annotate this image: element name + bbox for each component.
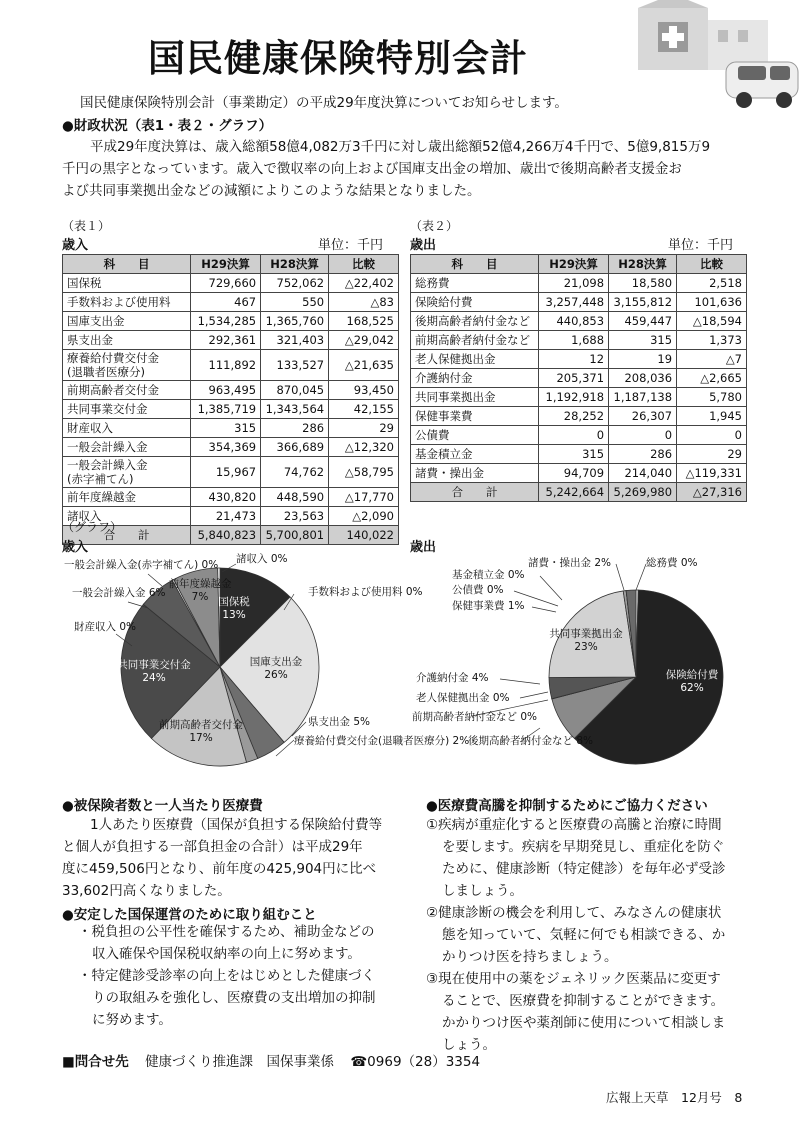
row-label: 後期高齢者納付金など bbox=[411, 312, 539, 331]
revenue-chart-title: 歳入 bbox=[62, 540, 89, 555]
table-row bbox=[411, 293, 747, 312]
table1-caption: （表１） bbox=[62, 219, 111, 233]
cell-value: 93,450 bbox=[329, 381, 399, 400]
table2-caption: （表２） bbox=[410, 219, 459, 233]
row-label: 手数料および使用料 bbox=[63, 293, 191, 312]
table-row bbox=[411, 274, 747, 293]
row-label: 国保税 bbox=[63, 274, 191, 293]
row-label: 療養給付費交付金 (退職者医療分) bbox=[63, 350, 191, 381]
cell-value: 0 bbox=[677, 426, 747, 445]
row-label: 保健事業費 bbox=[411, 407, 539, 426]
table-row bbox=[411, 445, 747, 464]
revenue-table bbox=[62, 254, 399, 545]
cell-value: 430,820 bbox=[191, 488, 261, 507]
cell-value: 42,155 bbox=[329, 400, 399, 419]
cell-value: 366,689 bbox=[261, 438, 329, 457]
insured-paragraph: 1人あたり医療費（国保が負担する保険給付費等 と個人が負担する一部負担金の合計）は平成29年 度に459,506円となり、前年度の425,904円に比べ 33,602円高くなりました。 bbox=[62, 817, 383, 899]
row-label: 前期高齢者交付金 bbox=[63, 381, 191, 400]
cell-value: 208,036 bbox=[609, 369, 677, 388]
column-header: H28決算 bbox=[609, 255, 677, 274]
slice-label: 総務費 0% bbox=[646, 557, 698, 569]
table-row bbox=[411, 331, 747, 350]
table2-title: 歳出 bbox=[410, 238, 437, 253]
table-row bbox=[411, 464, 747, 483]
table-row bbox=[63, 350, 399, 381]
cell-value: 550 bbox=[261, 293, 329, 312]
table-row bbox=[411, 369, 747, 388]
cell-value: 29 bbox=[677, 445, 747, 464]
cell-value: 18,580 bbox=[609, 274, 677, 293]
table-row bbox=[411, 350, 747, 369]
cell-value: 292,361 bbox=[191, 331, 261, 350]
cell-value: △119,331 bbox=[677, 464, 747, 483]
total-row bbox=[411, 483, 747, 502]
leader-line bbox=[616, 564, 624, 590]
slice-label: 手数料および使用料 0% bbox=[308, 586, 423, 598]
slice-label: 諸費・操出金 2% bbox=[528, 557, 611, 569]
row-label: 合 計 bbox=[63, 526, 191, 545]
table-row bbox=[63, 331, 399, 350]
cell-value: 21,473 bbox=[191, 507, 261, 526]
cell-value: △21,635 bbox=[329, 350, 399, 381]
cell-value: 3,257,448 bbox=[539, 293, 609, 312]
cell-value: 321,403 bbox=[261, 331, 329, 350]
contact-label: ■問合せ先 bbox=[62, 1054, 129, 1070]
cell-value: 1,343,564 bbox=[261, 400, 329, 419]
table-row bbox=[63, 312, 399, 331]
cell-value: 440,853 bbox=[539, 312, 609, 331]
cell-value: 5,840,823 bbox=[191, 526, 261, 545]
slice-label: 前年度繰越金 7% bbox=[168, 578, 232, 603]
contact-dept: 健康づくり推進課 国保事業係 bbox=[145, 1054, 335, 1070]
cell-value: 3,155,812 bbox=[609, 293, 677, 312]
slice-label: 国庫支出金 26% bbox=[249, 656, 303, 681]
cell-value: 19 bbox=[609, 350, 677, 369]
cell-value: 448,590 bbox=[261, 488, 329, 507]
cell-value: 315 bbox=[609, 331, 677, 350]
cell-value: 5,242,664 bbox=[539, 483, 609, 502]
table1-title: 歳入 bbox=[62, 238, 89, 253]
intro-text: 国民健康保険特別会計（事業勘定）の平成29年度決算についてお知らせします。 bbox=[80, 95, 568, 111]
column-header: H28決算 bbox=[261, 255, 329, 274]
row-label: 県支出金 bbox=[63, 331, 191, 350]
cell-value: 205,371 bbox=[539, 369, 609, 388]
cell-value: 315 bbox=[539, 445, 609, 464]
cell-value: △29,042 bbox=[329, 331, 399, 350]
hospital-illustration bbox=[618, 0, 800, 130]
cell-value: △12,320 bbox=[329, 438, 399, 457]
table-row bbox=[63, 419, 399, 438]
column-header: 科 目 bbox=[411, 255, 539, 274]
slice-label: 財産収入 0% bbox=[74, 621, 136, 633]
slice-label: 諸収入 0% bbox=[236, 553, 288, 565]
slice-label: 基金積立金 0% bbox=[452, 569, 525, 581]
slice-label: 保険給付費 62% bbox=[665, 669, 719, 694]
cell-value: 94,709 bbox=[539, 464, 609, 483]
cell-value: 140,022 bbox=[329, 526, 399, 545]
slice-label: 介護納付金 4% bbox=[416, 672, 489, 684]
column-header: 比較 bbox=[329, 255, 399, 274]
cell-value: 963,495 bbox=[191, 381, 261, 400]
expenditure-pie-chart bbox=[410, 550, 755, 780]
cell-value: △17,770 bbox=[329, 488, 399, 507]
cell-value: 0 bbox=[539, 426, 609, 445]
table-row bbox=[63, 274, 399, 293]
row-label: 公債費 bbox=[411, 426, 539, 445]
row-label: 共同事業拠出金 bbox=[411, 388, 539, 407]
page-footer: 広報上天草 12月号 8 bbox=[606, 1090, 743, 1105]
slice-label: 一般会計繰入金(赤字補てん) 0% bbox=[64, 559, 219, 571]
cell-value: △7 bbox=[677, 350, 747, 369]
row-label: 合 計 bbox=[411, 483, 539, 502]
stable-heading: ●安定した国保運営のために取り組むこと bbox=[62, 907, 317, 923]
cell-value: 133,527 bbox=[261, 350, 329, 381]
cell-value: 354,369 bbox=[191, 438, 261, 457]
table-row bbox=[411, 312, 747, 331]
cell-value: 752,062 bbox=[261, 274, 329, 293]
row-label: 保険給付費 bbox=[411, 293, 539, 312]
cell-value: 286 bbox=[261, 419, 329, 438]
cell-value: 315 bbox=[191, 419, 261, 438]
cell-value: 1,373 bbox=[677, 331, 747, 350]
table1-unit: 単位：千円 bbox=[318, 238, 384, 253]
column-header: 比較 bbox=[677, 255, 747, 274]
cell-value: 12 bbox=[539, 350, 609, 369]
table-row bbox=[411, 407, 747, 426]
leader-line bbox=[148, 574, 162, 586]
leader-line bbox=[636, 564, 646, 590]
row-label: 基金積立金 bbox=[411, 445, 539, 464]
row-label: 前期高齢者納付金など bbox=[411, 331, 539, 350]
row-label: 一般会計繰入金 bbox=[63, 438, 191, 457]
table-row bbox=[63, 457, 399, 488]
cell-value: 101,636 bbox=[677, 293, 747, 312]
cell-value: 0 bbox=[609, 426, 677, 445]
cell-value: 5,269,980 bbox=[609, 483, 677, 502]
row-label: 共同事業交付金 bbox=[63, 400, 191, 419]
stable-paragraph: ・税負担の公平性を確保するため、補助金などの 収入確保や国保税収納率の向上に努めます。 ・特定健診受診率の向上をはじめとした健康づく りの取組みを強化し、医療費の支出増加の抑制 に努めます。 bbox=[78, 924, 376, 1028]
cell-value: 5,700,801 bbox=[261, 526, 329, 545]
contact-line bbox=[62, 1050, 480, 1070]
slice-label: 公債費 0% bbox=[452, 584, 504, 596]
cell-value: 467 bbox=[191, 293, 261, 312]
leader-line bbox=[532, 607, 556, 612]
finance-heading: ●財政状況（表1・表２・グラフ） bbox=[62, 118, 273, 134]
cell-value: 459,447 bbox=[609, 312, 677, 331]
slice-label: 前期高齢者交付金 17% bbox=[159, 719, 243, 744]
slice-label: 療養給付費交付金(退職者医療分) 2% bbox=[294, 735, 470, 747]
leader-line bbox=[500, 679, 540, 684]
table-row bbox=[63, 438, 399, 457]
slice-label: 一般会計繰入金 6% bbox=[72, 587, 166, 599]
cell-value: 168,525 bbox=[329, 312, 399, 331]
slice-label: 国保税 13% bbox=[218, 596, 250, 621]
table-row bbox=[63, 488, 399, 507]
cell-value: 23,563 bbox=[261, 507, 329, 526]
cell-value: 729,660 bbox=[191, 274, 261, 293]
cooperate-paragraph: ①疾病が重症化すると医療費の高騰と治療に時間 を要します。疾病を早期発見し、重症化を防ぐ ために、健康診断（特定健診）を毎年必ず受診 しましょう。 ②健康診断の機会を利用して、みなさんの健康状 態を知っていて、気軽に何でも相談できる、か かりつけ医を持ちましょう。 ③現在使用中の薬をジェネリック医薬品に変更す ることで、医療費を抑制することができます。 かかりつけ医や薬剤師に使用について相談しま しょう。 bbox=[426, 817, 726, 1053]
cell-value: 26,307 bbox=[609, 407, 677, 426]
cell-value: 2,518 bbox=[677, 274, 747, 293]
slice-label: 老人保健拠出金 0% bbox=[416, 692, 510, 704]
column-header: H29決算 bbox=[191, 255, 261, 274]
cell-value: 1,945 bbox=[677, 407, 747, 426]
insured-heading: ●被保険者数と一人当たり医療費 bbox=[62, 798, 263, 814]
slice-label: 県支出金 5% bbox=[308, 716, 370, 728]
cell-value: 1,192,918 bbox=[539, 388, 609, 407]
table2-unit: 単位：千円 bbox=[668, 238, 734, 253]
table-row bbox=[411, 388, 747, 407]
expenditure-table bbox=[410, 254, 747, 502]
leader-line bbox=[540, 576, 562, 600]
slice-label: 共同事業交付金 24% bbox=[117, 659, 191, 684]
cell-value: 1,365,760 bbox=[261, 312, 329, 331]
row-label: 前年度繰越金 bbox=[63, 488, 191, 507]
cell-value: 1,187,138 bbox=[609, 388, 677, 407]
row-label: 一般会計繰入金 (赤字補てん) bbox=[63, 457, 191, 488]
row-label: 老人保健拠出金 bbox=[411, 350, 539, 369]
table-row bbox=[63, 381, 399, 400]
slice-label: 共同事業拠出金 23% bbox=[549, 628, 623, 653]
cell-value: 870,045 bbox=[261, 381, 329, 400]
cell-value: △18,594 bbox=[677, 312, 747, 331]
cell-value: 214,040 bbox=[609, 464, 677, 483]
cell-value: △2,090 bbox=[329, 507, 399, 526]
slice-label: 前期高齢者納付金など 0% bbox=[412, 711, 537, 723]
cell-value: 286 bbox=[609, 445, 677, 464]
slice-label: 後期高齢者納付金など 8% bbox=[468, 735, 593, 747]
leader-line bbox=[520, 692, 548, 698]
cell-value: 1,688 bbox=[539, 331, 609, 350]
table-row bbox=[63, 293, 399, 312]
column-header: 科 目 bbox=[63, 255, 191, 274]
contact-phone: ☎0969（28）3354 bbox=[350, 1054, 481, 1070]
row-label: 国庫支出金 bbox=[63, 312, 191, 331]
cell-value: 28,252 bbox=[539, 407, 609, 426]
cell-value: 74,762 bbox=[261, 457, 329, 488]
cell-value: 15,967 bbox=[191, 457, 261, 488]
row-label: 介護納付金 bbox=[411, 369, 539, 388]
expenditure-chart-title: 歳出 bbox=[410, 540, 437, 555]
cell-value: 5,780 bbox=[677, 388, 747, 407]
column-header: H29決算 bbox=[539, 255, 609, 274]
row-label: 総務費 bbox=[411, 274, 539, 293]
cell-value: 1,385,719 bbox=[191, 400, 261, 419]
page-title: 国民健康保険特別会計 bbox=[148, 37, 528, 80]
row-label: 財産収入 bbox=[63, 419, 191, 438]
cell-value: 29 bbox=[329, 419, 399, 438]
cell-value: △2,665 bbox=[677, 369, 747, 388]
row-label: 諸費・操出金 bbox=[411, 464, 539, 483]
row-label: 諸収入 bbox=[63, 507, 191, 526]
cell-value: △22,402 bbox=[329, 274, 399, 293]
cooperate-heading: ●医療費高騰を抑制するためにご協力ください bbox=[426, 798, 708, 814]
cell-value: △27,316 bbox=[677, 483, 747, 502]
cell-value: △83 bbox=[329, 293, 399, 312]
cell-value: 21,098 bbox=[539, 274, 609, 293]
table-row bbox=[411, 426, 747, 445]
table-row bbox=[63, 400, 399, 419]
graph-caption: （グラフ） bbox=[62, 520, 123, 534]
cell-value: △58,795 bbox=[329, 457, 399, 488]
slice-label: 保健事業費 1% bbox=[452, 600, 525, 612]
cell-value: 1,534,285 bbox=[191, 312, 261, 331]
finance-paragraph: 平成29年度決算は、歳入総額58億4,082万3千円に対し歳出総額52億4,266万4千円で、5億9,815万9 千円の黒字となっています。歳入で徴収率の向上および国庫支出金の増加、歳出で後期高齢者支援金お よび共同事業拠出金などの減額によりこのような結果となりました。 bbox=[62, 139, 711, 199]
cell-value: 111,892 bbox=[191, 350, 261, 381]
